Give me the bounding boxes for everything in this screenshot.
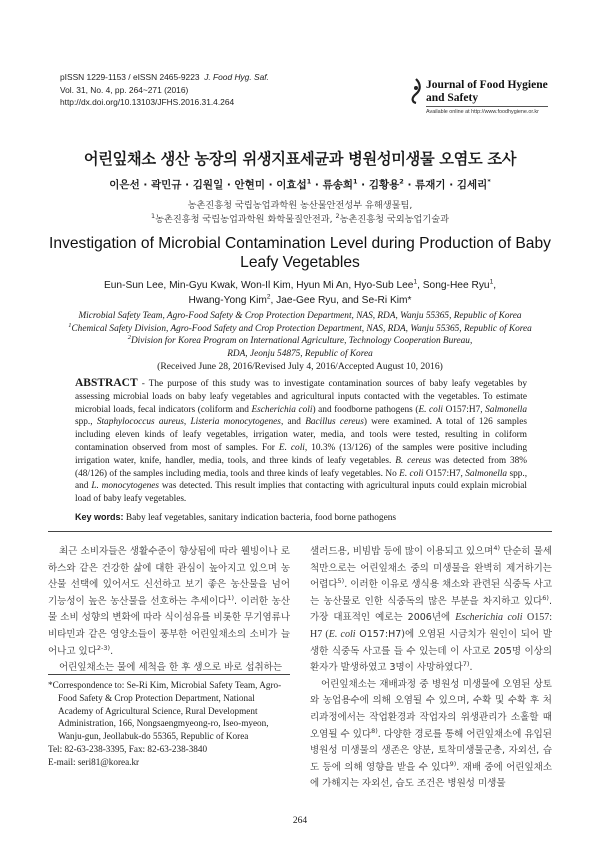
- author-affiliation-mark: 1: [353, 177, 358, 186]
- author-separator: ·: [311, 179, 323, 191]
- abstract: ABSTRACT - The purpose of this study was to investigate contamination sources of baby leafy vegetables by assessing microbial loads on baby leafy vegetables and agricultural inputs contacted with the vegetables. To estimate microbial loads, fecal indicators (coliform and Escherichia coli) and foodborne pathogens (E. coli O157:H7, Salmonella spp., Staphylococcus aureus, Listeria monocytogenes, and Bacillus cereus) were examined. A total of 126 samples including eleven kinds of leafy vegetables, irrigation water, media, and tools were tested, resulting in coliform contamination observed from most of samples. For E. coli, 10.3% (13/126) of the samples were positive including irrigation water, knife, handler, media, tools, and three kinds of leafy vegetables. B. cereus was detected from 38% (48/126) of the samples including media, tools and three kinds of leafy vegetables. No E. coli O157:H7, Salmonella spp., and L. monocytogenes was detected. This result implies that contacting with agricultural inputs could explain microbial load of baby leafy vegetables.: [75, 377, 528, 505]
- keywords: Key words: Baby leaf vegetables, sanitary indication bacteria, food borne pathogens: [75, 512, 397, 523]
- page-number: 264: [292, 816, 308, 826]
- author-name: 이효섭: [276, 179, 307, 191]
- paragraph: 최근 소비자들은 생활수준이 향상됨에 따라 웰빙이나 로하스와 같은 건강한 삶에 대한 관심이 높아지고 있으며 농산물 선택에 있어서도 신선하고 보기 좋은 농산물을 넘어 기능성이 높은 농산물을 선호하는 추세이다$^{1)}$. 이러한 농산물 소비 성향의 변화에 따라 식이섬유를 비롯한 무기염류나 비타민과 같은 영양소들이 풍부한 어린잎채소의 소비가 늘어나고 있다$^{2-3)}$.: [48, 546, 290, 657]
- journal-url[interactable]: Available online at http://www.foodhygiene.or.kr: [426, 109, 539, 115]
- keywords-label: Key words:: [75, 512, 124, 522]
- section-divider: [48, 531, 552, 532]
- korean-authors: [40, 177, 560, 192]
- author-separator: ·: [139, 179, 152, 191]
- correspondence-footnote: *Correspondence to: Se-Ri Kim, Microbial Safety Team, Agro-Food Safety & Crop Protection Department, National Academy of Agricultural Science, Rural Development Administration, 166, Nongsaengmyeong-ro, Iseo-myeon, Wanju-gun, Jeollabuk-do 55365, Republic of Korea Tel: 82-63-238-3395, Fax: 82-63-238-3840 E-mail: seri81@korea.kr: [48, 679, 290, 769]
- journal-header: [60, 71, 269, 109]
- journal-abbrev: J. Food Hyg. Saf.: [204, 72, 269, 82]
- author-name: 이은선: [109, 179, 140, 191]
- author-name: 류재기: [415, 179, 446, 191]
- author-affiliation-mark: 1: [306, 177, 312, 186]
- author-separator: ·: [264, 179, 277, 191]
- author-separator: ·: [445, 179, 457, 191]
- author-affiliation-mark: *: [487, 177, 491, 186]
- korean-title: 어린잎채소 생산 농장의 위생지표세균과 병원성미생물 오염도 조사: [83, 150, 517, 168]
- body-column-right: [310, 544, 552, 793]
- journal-logo: [410, 78, 548, 116]
- author-separator: ·: [181, 179, 193, 191]
- doi-link[interactable]: http://dx.doi.org/10.13103/JFHS.2016.31.4.264: [60, 97, 235, 107]
- author-name: 류송희: [322, 179, 353, 191]
- author-separator: ·: [223, 179, 235, 191]
- logo-divider: [426, 106, 548, 107]
- paragraph: 어린잎채소는 물에 세척을 한 후 생으로 바로 섭취하는: [59, 662, 283, 674]
- korean-affiliation-1: 농촌진흥청 국립농업과학원 농산물안전성부 유해생물팀,: [187, 200, 413, 211]
- abstract-label: ABSTRACT: [75, 377, 138, 389]
- author-separator: ·: [403, 179, 416, 191]
- author-separator: ·: [357, 179, 369, 191]
- author-name: 김황용: [368, 179, 400, 191]
- journal-logo-title: Journal of Food Hygiene and Safety: [426, 79, 548, 104]
- email: E-mail: seri81@korea.kr: [48, 756, 140, 767]
- korean-affiliation-2: $^1$농촌진흥청 국립농업과학원 화학물질안전과, $^2$농촌진흥청 국외농업기술과: [150, 211, 449, 225]
- author-affiliation-mark: 2: [399, 177, 404, 186]
- body-column-left: [48, 544, 290, 677]
- paragraph: 어린잎채소는 재배과정 중 병원성 미생물에 오염된 상토와 농업용수에 의해 오염될 수 있으며, 수확 및 수확 후 처리과정에서는 작업환경과 작업자의 위생관리가 소홀할 때 오염될 수 있다$^{8)}$. 다양한 경로를 통해 어린잎채소에 유입된 병원성 미생물의 생존은 양분, 토착미생물군총, 자외선, 습도 등에 의해 영향을 받을 수 있다$^{9)}$. 재배 중에 어린잎채소에 가해지는 자외선, 습도 조건은 병원성 미생물: [310, 678, 552, 790]
- author-name: 김세리: [456, 179, 488, 191]
- footnote-divider: [48, 674, 290, 675]
- author-name: 안현미: [234, 179, 265, 191]
- english-authors: Eun-Sun Lee, Min-Gyu Kwak, Won-Il Kim, Hyun Mi An, Hyo-Sub Lee$^1$, Song-Hee Ryu$^1$, Hwang-Yong Kim$^2$, Jae-Gee Ryu, and Se-Ri Kim*: [103, 278, 497, 306]
- volume-info: Vol. 31, No. 4, pp. 264~271 (2016): [60, 84, 189, 95]
- english-affiliations: Microbial Safety Team, Agro-Food Safety & Crop Protection Department, NAS, RDA, Wanju 55365, Republic of Korea $^1$Chemical Safety Division, Agro-Food Safety and Crop Protection Department, NAS, RDA, Wanju 55365, Republic of Korea $^2$Division for Korea Program on International Agriculture, Technology Cooperation Bureau, RDA, Jeonju 54875, Republic of Korea: [68, 311, 532, 359]
- english-title: Investigation of Microbial Contamination Level during Production of Baby Leafy Vegetables: [49, 235, 551, 271]
- received-dates: (Received June 28, 2016/Revised July 4, 2016/Accepted August 10, 2016): [157, 361, 443, 372]
- issn: pISSN 1229-1153 / eISSN 2465-9223: [60, 72, 200, 82]
- paragraph: 샐러드용, 비빔밥 등에 많이 이용되고 있으며$^{4)}$ 단순히 물세척만으로는 어린잎채소 중의 미생물을 완벽히 제거하기는 어렵다$^{5)}$. 이러한 이유로 생식용 채소와 관련된 식중독 사고는 농산물로 인한 식중독의 많은 부분을 차지하고 있다$^{6)}$. 가장 대표적인 예로는 2006년에 Escherichia coli O157: H7 (E. coli O157:H7)에 오염된 시금치가 원인이 되어 발생한 식중독 사고를 들 수 있는데 이 사고로 205명 이상의 환자가 발생하였고 3명이 사망하였다$^{7)}$.: [310, 543, 552, 674]
- author-name: 김원일: [192, 179, 224, 191]
- author-name: 곽민규: [151, 179, 182, 191]
- journal-logo-icon: [410, 78, 422, 104]
